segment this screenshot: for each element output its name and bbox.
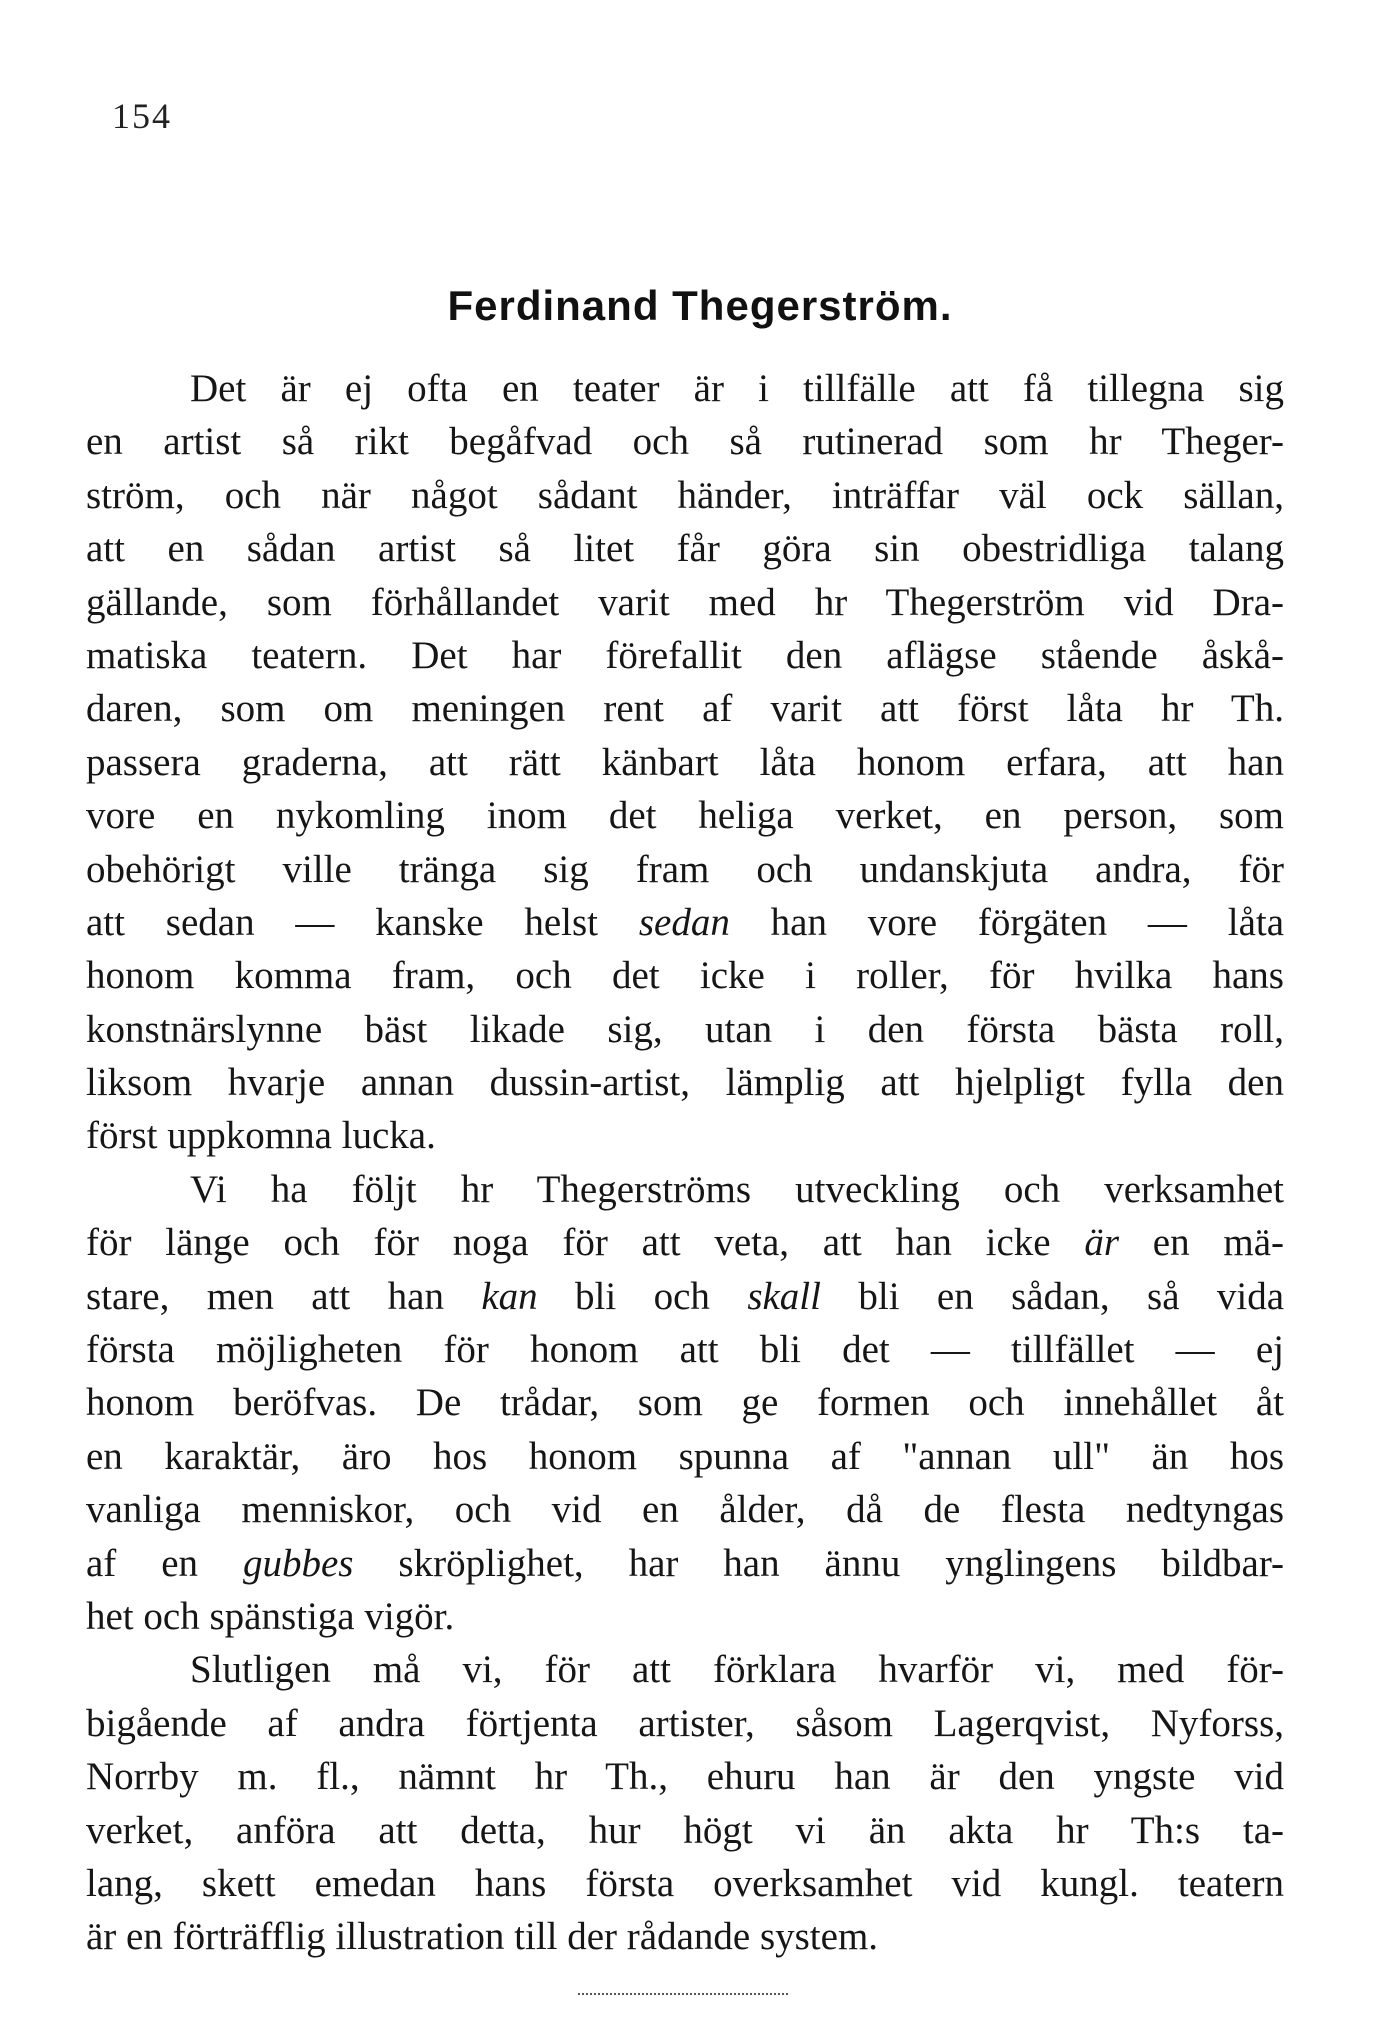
text-line: gällande, som förhållandet varit med hr Thegerström vid Dra- <box>86 580 1284 624</box>
text-line: konstnärslynne bäst likade sig, utan i den första bästa roll, <box>86 1007 1284 1051</box>
text-line: obehörigt ville tränga sig fram och undanskjuta andra, för <box>86 847 1284 891</box>
text-line: honom komma fram, och det icke i roller, för hvilka hans <box>86 954 1284 998</box>
text-line: första möjligheten för honom att bli det — tillfället — ej <box>86 1328 1284 1372</box>
text-line: Det är ej ofta en teater är i tillfälle att få tillegna sig <box>190 367 1284 410</box>
text-line: Norrby m. fl., nämnt hr Th., ehuru han är den yngste vid <box>86 1755 1284 1799</box>
text-line: Slutligen må vi, för att förklara hvarför vi, med för- <box>190 1648 1284 1692</box>
end-rule-divider <box>578 1993 788 1995</box>
text-line: Vi ha följt hr Thegerströms utveckling och verksamhet <box>190 1167 1284 1211</box>
emphasis: skall <box>747 1274 821 1318</box>
text-line: het och spänstiga vigör. <box>86 1594 455 1638</box>
text-line: daren, som om meningen rent af varit att först låta hr Th. <box>86 687 1284 731</box>
emphasis: gubbes <box>242 1541 354 1585</box>
text-line: först uppkomna lucka. <box>86 1114 436 1158</box>
text-line: en artist så rikt begåfvad och så rutinerad som hr Theger- <box>86 420 1284 464</box>
text-line: att en sådan artist så litet får göra sin obestridliga talang <box>86 527 1284 571</box>
article-body <box>86 362 1284 1964</box>
text-line: vanliga menniskor, och vid en ålder, då de flesta nedtyngas <box>86 1488 1284 1532</box>
text-line: stare, men att han kan bli och skall bli en sådan, så vida <box>86 1274 1285 1318</box>
text-line: verket, anföra att detta, hur högt vi än akta hr Th:s ta- <box>86 1808 1284 1852</box>
text-line: ström, och när något sådant händer, inträffar väl ock sällan, <box>86 473 1284 517</box>
text-line: matiska teatern. Det har förefallit den aflägse stående åskå- <box>86 633 1284 677</box>
text-line: lang, skett emedan hans första overksamhet vid kungl. teatern <box>86 1861 1284 1905</box>
text-line: passera graderna, att rätt känbart låta honom erfara, att han <box>86 740 1284 784</box>
page-title: Ferdinand Thegerström. <box>447 282 953 329</box>
text-line: att sedan — kanske helst sedan han vore förgäten — låta <box>86 900 1285 944</box>
text-line: honom beröfvas. De trådar, som ge formen och innehållet åt <box>86 1381 1284 1425</box>
text-line: vore en nykomling inom det heliga verket, en person, som <box>86 794 1284 838</box>
text-line: bigående af andra förtjenta artister, såsom Lagerqvist, Nyforss, <box>86 1701 1284 1745</box>
emphasis: är <box>1084 1221 1120 1265</box>
emphasis: sedan <box>638 900 730 944</box>
text-line: af en gubbes skröplighet, har han ännu ynglingens bildbar- <box>86 1541 1285 1585</box>
text-line: för länge och för noga för att veta, att han icke är en mä- <box>86 1221 1285 1265</box>
text-line: är en förträfflig illustration till der rådande system. <box>86 1915 879 1959</box>
text-line: liksom hvarje annan dussin-artist, lämplig att hjelpligt fylla den <box>86 1061 1284 1105</box>
emphasis: kan <box>481 1274 538 1318</box>
page-number: 154 <box>112 96 172 136</box>
text-line: en karaktär, äro hos honom spunna af "annan ull" än hos <box>86 1434 1284 1478</box>
